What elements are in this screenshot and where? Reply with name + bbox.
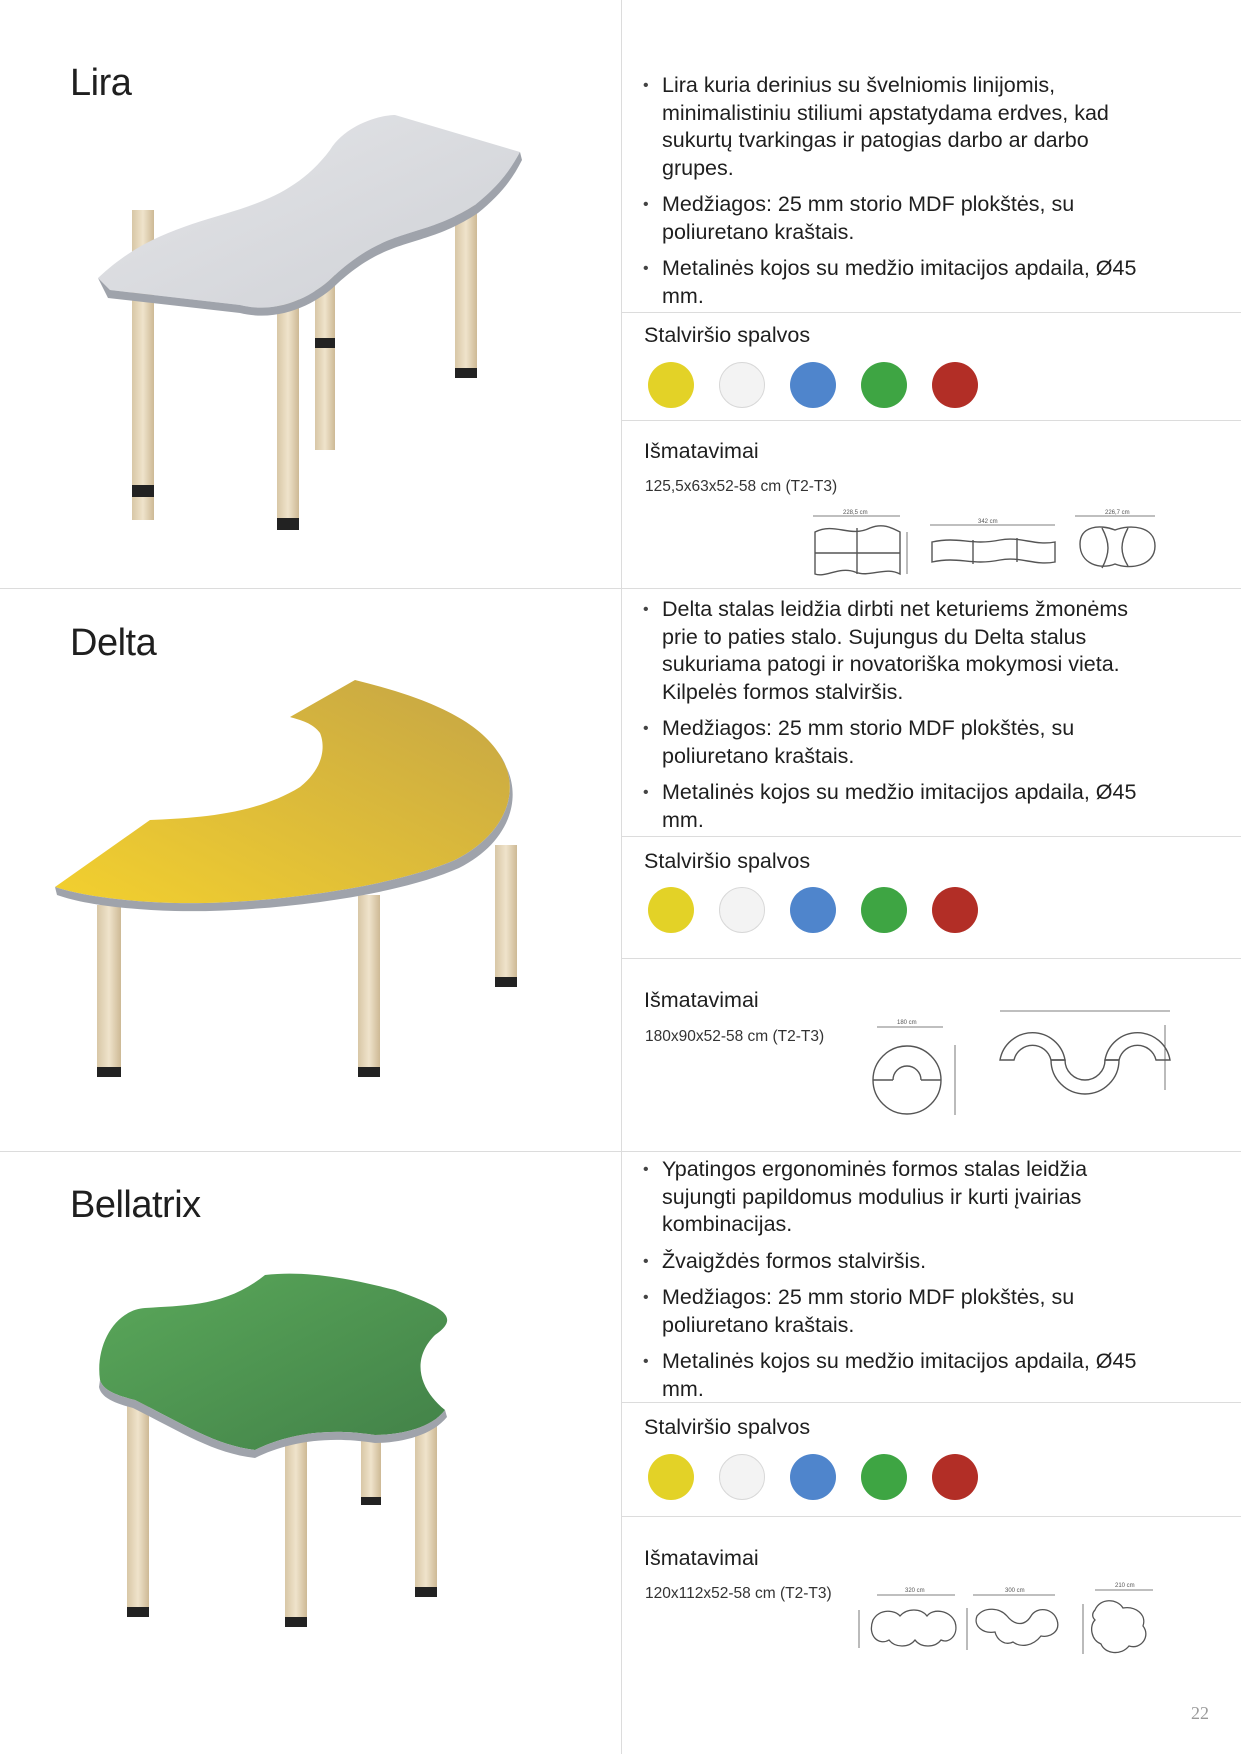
lira-layout-diagram: [810, 508, 1165, 580]
feature-item: • Medžiagos: 25 mm storio MDF plokštės, su poliuretano kraštais.: [640, 715, 1160, 770]
color-swatch-yellow[interactable]: [648, 887, 694, 933]
feature-item: • Ypatingos ergonominės formos stalas leidžia sujungti papildomus modulius ir kurti įvairias kombinacijas.: [640, 1156, 1160, 1239]
color-swatch-blue[interactable]: [790, 1454, 836, 1500]
dimensions-value: 180x90x52-58 cm (T2-T3): [645, 1028, 825, 1045]
dimensions-label: Išmatavimai: [644, 1546, 759, 1570]
color-swatch-green[interactable]: [861, 887, 907, 933]
feature-item: • Žvaigždės formos stalviršis.: [640, 1248, 1160, 1276]
diagram-label: 180 cm: [897, 1020, 917, 1026]
color-swatch-white[interactable]: [719, 1454, 765, 1500]
feature-item: • Metalinės kojos su medžio imitacijos apdaila, Ø45 mm.: [640, 255, 1160, 310]
diagram-label: 226,7 cm: [1105, 510, 1130, 516]
color-swatch-yellow[interactable]: [648, 362, 694, 408]
feature-item: • Delta stalas leidžia dirbti net keturiems žmonėms prie to paties stalo. Sujungus du Delta stalus sukuriama patogi ir novatoriška mokymosi vieta. Kilpelės formos stalviršis.: [640, 596, 1160, 706]
feature-item: • Medžiagos: 25 mm storio MDF plokštės, su poliuretano kraštais.: [640, 1284, 1160, 1339]
row-divider: [622, 420, 1241, 421]
delta-layout-diagram: [865, 1005, 1180, 1125]
color-swatch-green[interactable]: [861, 362, 907, 408]
bellatrix-layout-diagram: [855, 1580, 1165, 1660]
color-swatch-red[interactable]: [932, 1454, 978, 1500]
color-swatch-yellow[interactable]: [648, 1454, 694, 1500]
feature-list: [640, 72, 1160, 319]
dimensions-value: 120x112x52-58 cm (T2-T3): [645, 1585, 832, 1602]
section-divider: [0, 588, 1241, 589]
colors-label: Stalviršio spalvos: [644, 1415, 811, 1439]
color-swatches: [648, 1454, 978, 1500]
product-title: Delta: [70, 622, 157, 664]
product-title: Lira: [70, 62, 132, 104]
row-divider: [622, 1402, 1241, 1403]
row-divider: [622, 312, 1241, 313]
delta-table-image: [55, 675, 575, 1085]
colors-label: Stalviršio spalvos: [644, 323, 811, 347]
row-divider: [622, 836, 1241, 837]
section-divider: [0, 1151, 1241, 1152]
row-divider: [622, 1516, 1241, 1517]
feature-list: [640, 596, 1160, 843]
row-divider: [622, 958, 1241, 959]
color-swatch-red[interactable]: [932, 887, 978, 933]
product-title: Bellatrix: [70, 1184, 201, 1226]
colors-label: Stalviršio spalvos: [644, 849, 811, 873]
bellatrix-table-image: [95, 1265, 535, 1635]
feature-item: • Metalinės kojos su medžio imitacijos apdaila, Ø45 mm.: [640, 1348, 1160, 1403]
color-swatches: [648, 887, 978, 933]
diagram-label: 300 cm: [1005, 1588, 1025, 1594]
dimensions-label: Išmatavimai: [644, 439, 759, 463]
color-swatch-red[interactable]: [932, 362, 978, 408]
feature-item: • Medžiagos: 25 mm storio MDF plokštės, su poliuretano kraštais.: [640, 191, 1160, 246]
color-swatch-green[interactable]: [861, 1454, 907, 1500]
color-swatch-blue[interactable]: [790, 362, 836, 408]
color-swatch-white[interactable]: [719, 887, 765, 933]
page-number: 22: [1191, 1703, 1209, 1723]
vertical-divider: [621, 0, 622, 1754]
diagram-label: 210 cm: [1115, 1583, 1135, 1589]
feature-item: • Metalinės kojos su medžio imitacijos apdaila, Ø45 mm.: [640, 779, 1160, 834]
diagram-label: 342 cm: [978, 519, 998, 525]
color-swatch-white[interactable]: [719, 362, 765, 408]
color-swatches: [648, 362, 978, 408]
diagram-label: 320 cm: [905, 1588, 925, 1594]
dimensions-value: 125,5x63x52-58 cm (T2-T3): [645, 478, 838, 495]
color-swatch-blue[interactable]: [790, 887, 836, 933]
lira-table-image: [90, 110, 540, 540]
diagram-label: 228,5 cm: [843, 510, 868, 516]
feature-item: • Lira kuria derinius su švelniomis linijomis, minimalistiniu stiliumi apstatydama erdves, kad sukurtų tvarkingas ir patogias darbo ar darbo grupes.: [640, 72, 1160, 182]
feature-list: [640, 1156, 1160, 1412]
dimensions-label: Išmatavimai: [644, 988, 759, 1012]
